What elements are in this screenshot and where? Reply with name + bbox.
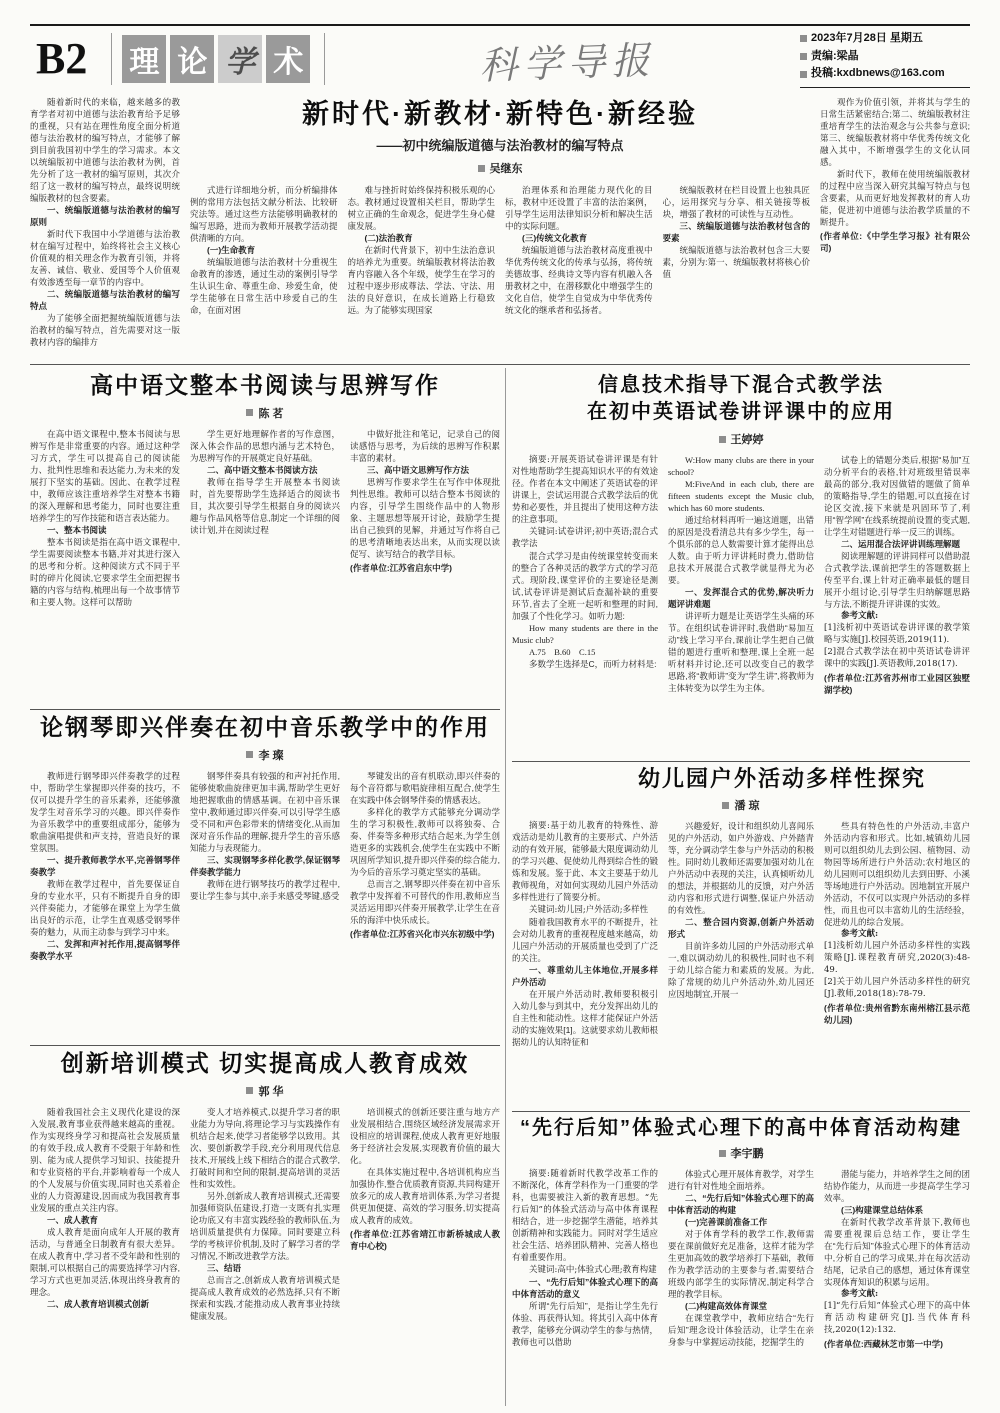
article-column — [668, 820, 814, 1107]
body-paragraph: 随着新时代的来临，越来越多的教育学者对初中道德与法治教育给予足够的重视，只有站在理性角度全面分析道德与法治教材的编写特点，才能够了解到目前我国初中学生的学习需求。本文以统编版初中道德与法治教材为例，首先分析了这一教材的编写原则，其次介绍了这一教材的编写特点，最终说明统编版教材的包含要素。 — [30, 97, 180, 203]
article-column — [350, 770, 500, 1041]
section-heading: 二、成人教育培训模式创新 — [47, 1298, 150, 1309]
article-title: “先行后知”体验式心理下的高中体育活动构建 — [520, 1117, 962, 1139]
body-paragraph: 多样化的教学方式能够充分调动学生的学习积极性,教师可以将独奏、合奏、伴奏等多种形式结合起来,为学生创造更多的实践机会,使学生在实践中不断巩固所学知识,提升即兴伴奏的综合能力,为今后的音乐学习奠定坚实的基础。 — [350, 806, 500, 877]
body-paragraph: 另外,创新成人教育培训模式,还需要加强师资队伍建设,打造一支既有扎实理论功底又有丰富实践经验的教师队伍,为培训质量提供有力保障。同时要建立科学的考核评价机制,及时了解学习者的学习情况,不断改进教学方法。 — [190, 1190, 340, 1261]
body-paragraph: 兴趣爱好，设计和组织幼儿喜闻乐见的户外活动，如户外游戏、户外踏青等，充分调动学生参与户外活动的积极性。同时幼儿教师还需要加强对幼儿在户外活动中表现的关注，认真倾听幼儿的想法，并根据幼儿的反馈，对户外活动内容和形式进行调整,保证户外活动的有效性。 — [668, 821, 814, 916]
section-char-box: 学 — [218, 35, 262, 83]
abstract-text: 关键词:高中;体验式心理;教育构建 — [529, 1265, 657, 1275]
body-paragraph: 统编版道德与法治教材高度重视中华优秀传统文化的传承与弘扬，将传统美德故事、经典诗文等内容有机融入各册教材之中，在潜移默化中增强学生的文化自信，使学生自觉成为中华优秀传统文化的继承者和弘扬者。 — [505, 245, 653, 316]
body-paragraph: 随着我国社会主义现代化建设的深入发展,教育事业获得越来越高的重视。作为实现终身学习和提高社会发展质量的有效手段,成人教育不受限于年龄和性别、能为成人提供学习知识、技能提升和专业资格的平台,并影响着每一个成人的个人发展与价值实现,同时也关系着企业的人力资源建设,因而成为我国教育事业发展的重点关注内容。 — [30, 1106, 180, 1213]
edition-number: B2 — [36, 34, 88, 83]
abstract-text: 摘要:开展英语试卷讲评课是有针对性地帮助学生提高知识水平的有效途径。作者在本文中阐述了英语试卷的评讲课上，尝试运用混合式教学法后的优势和必要性，并且提出了使用这种方法的注意事项。 — [512, 455, 658, 525]
section-heading: 三、高中语文思辨写作方法 — [367, 464, 470, 475]
body-paragraph: 教师在进行钢琴技巧的教学过程中,要让学生参与其中,亲手来感受琴键,感受 — [190, 878, 340, 901]
article-title-block — [190, 96, 810, 184]
submission-email: 投稿:kxdbnews@163.com — [811, 67, 945, 80]
section-heading: 一、“先行后知”体验式心理下的高中体育活动的意义 — [512, 1277, 658, 1299]
body-paragraph: 试卷上的错题分类后,根据“易加”互动分析平台的表格,针对班级里错误率最高的部分,我对因做错的题做了简单的策略指导,学生的错题,可以直接在讨论区交流,接下来就是巩固环节了,利用“智学网”在线系统提前设置的变式题,让学生对错题进行举一反三的训练。 — [824, 455, 970, 537]
byline-square-icon — [719, 436, 726, 443]
section-heading: 三、统编版道德与法治教材包含的要素 — [662, 221, 810, 244]
article-title: 幼儿园户外活动多样性探究 — [638, 766, 927, 791]
article-column — [190, 1106, 340, 1406]
section-heading: (一)生命教育 — [207, 245, 256, 256]
section-char-box: 论 — [170, 35, 214, 83]
article-title: 创新培训模式 切实提高成人教育成效 — [60, 1050, 470, 1076]
article-experiential-pe-activities — [512, 1116, 970, 1408]
body-paragraph: 在新时代背景下，初中生法治意识的培养尤为重要。统编版教材将法治教育内容融入各个年级，使学生在学习的过程中逐步形成尊法、学法、守法、用法的良好意识，在成长道路上行稳致远。为了能够实现国家 — [347, 245, 495, 316]
author-name: 潘 琼 — [734, 800, 760, 813]
article-title: 高中语文整本书阅读与思辨写作 — [90, 372, 440, 398]
byline — [512, 1145, 970, 1161]
abstract-text: 摘要:基于幼儿教育的特殊性、游戏活动是幼儿教育的主要形式、户外活动的有效开展，能够最大限度调动幼儿的学习兴趣、促使幼儿得到综合性的锻炼和发展。鉴于此、本文主要基于幼儿教师视角，对如何实现幼儿园户外活动多样性进行了简要分析。 — [512, 821, 658, 904]
body-paragraph: 在高中语文课程中,整本书阅读与思辨写作是非常重要的内容。通过这种学习方式，学生可以提高自己的阅读能力、批判性思维和表达能力,为未来的发展打下坚实的基础。因此、在教学过程中，教师应该注重培养学生对整本书籍的深入理解和思考能力，同时也要注重培养学生的写作技能和语言表达能力。 — [30, 428, 180, 523]
author-name: 王婷婷 — [730, 434, 764, 446]
article-columns — [30, 770, 500, 1041]
section-heading: 二、整合园内资源,创新户外活动形式 — [668, 917, 814, 940]
article-columns — [512, 1168, 970, 1408]
section-heading: (二)法治教育 — [364, 233, 413, 244]
author-name: 陈 茗 — [258, 407, 284, 420]
header-divider — [111, 33, 112, 85]
section-heading: (一)完善课前准备工作 — [685, 1217, 768, 1227]
section-heading: 二、运用混合法评讲训练理解题 — [841, 539, 961, 549]
body-paragraph: 统编版道德与法治教材十分重视生命教育的渗透，通过生动的案例引导学生认识生命、尊重生命、珍爱生命，使学生能够在日常生活中珍爱自己的生命，在面对困 — [190, 257, 338, 316]
byline — [30, 1083, 500, 1099]
section-char-box: 理 — [122, 35, 166, 83]
body-paragraph: 混合式学习是由传统课堂转变而来的整合了各种灵活的教学方式的学习范式。现阶段,课堂评价的主要途径是测试,试卷评讲是测试后查漏补缺的重要环节,省去了全班一起听和整理的时间,加强了个性化学习。如听力题: — [512, 551, 658, 621]
bullet-square-icon — [800, 35, 807, 42]
section-heading: 二、统编版道德与法治教材的编写特点 — [30, 289, 180, 311]
body-paragraph: 多数学生选择是C，而听力材料是: — [529, 659, 657, 669]
body-paragraph: 变人才培养模式,以提升学习者的职业能力为导向,将理论学习与实践操作有机结合起来,使学习者能够学以致用。其次、要创新教学手段,充分利用现代信息技术,开展线上线下相结合的混合式教学,打破时间和空间的限制,提高培训的灵活性和实效性。 — [190, 1106, 340, 1189]
article-new-era-textbooks — [30, 96, 970, 359]
section-heading: 三、结语 — [207, 1262, 242, 1273]
section-heading: 二、发挥和声衬托作用,提高钢琴伴奏教学水平 — [30, 938, 180, 961]
author-name: 李 璨 — [258, 749, 284, 762]
article-title: 新时代·新教材·新特色·新经验 — [302, 99, 698, 129]
byline — [30, 747, 500, 763]
horizontal-rule — [30, 709, 500, 710]
reference-entry: [2]混合式教学法在初中英语试卷讲评课中的实践[J].英语教师,2018(17). — [824, 647, 970, 669]
bullet-square-icon — [800, 71, 807, 78]
article-columns — [512, 454, 970, 757]
english-text: M:FiveAnd in each club, there are fifteen students except the Music club, which has 60 more students. — [668, 479, 814, 513]
article-column — [30, 96, 180, 359]
horizontal-rule — [30, 364, 970, 365]
article-adult-education-training — [30, 1050, 500, 1406]
byline-square-icon — [246, 751, 253, 758]
body-paragraph: 教师在教学过程中，首先要保证自身的专业水平，只有不断提升自身的即兴伴奏能力，才能够在课堂上为学生做出良好的示范，让学生直观感受钢琴伴奏的魅力，从而主动参与到学习中来。 — [30, 878, 180, 937]
article-columns — [30, 96, 180, 359]
byline — [512, 431, 970, 447]
header-top-rule — [30, 24, 970, 26]
article-column — [824, 820, 970, 1107]
english-text: W:How many clubs are there in your school? — [668, 455, 814, 477]
byline — [30, 405, 500, 421]
section-heading: (三)构建课堂总结体系 — [841, 1205, 924, 1215]
byline-square-icon — [246, 1087, 253, 1094]
page-header — [30, 30, 970, 88]
body-paragraph: 培训模式的创新还要注重与地方产业发展相结合,围绕区域经济发展需求开设相应的培训课程,使成人教育更好地服务于经济社会发展,实现教育价值的最大化。 — [350, 1106, 500, 1165]
body-paragraph: 式进行详细地分析，而分析编排体例的常用方法包括文献分析法、比较研究法等。通过这些方法能够明确教材的编写思路，进而为教师开展教学活动提供清晰的方向。 — [190, 185, 338, 244]
byline — [190, 160, 810, 176]
article-column — [190, 184, 338, 359]
reference-entry: [1]浅析初中英语试卷讲评课的教学策略与实施[J].校园英语,2019(11). — [824, 623, 970, 645]
section-heading: (三)传统文化教育 — [522, 233, 588, 244]
body-paragraph: 所谓“先行后知”，是指让学生先行体验、再获得认知。将其引入高中体育教学，能够充分调动学生的参与热情，教师也可以借助 — [512, 1301, 658, 1347]
article-columns — [820, 96, 970, 359]
article-title-line2: 在初中英语试卷讲评课中的应用 — [587, 401, 895, 423]
horizontal-rule — [512, 1111, 970, 1112]
article-columns — [512, 820, 970, 1107]
vertical-rule — [505, 368, 506, 1406]
horizontal-rule — [512, 761, 970, 762]
body-paragraph: 阅读理解题的评讲同样可以借助混合式教学法,课前把学生的答题数据上传至平台,课上针对正确率最低的题目展开小组讨论,引导学生归纳解题思路与方法,不断提升评讲课的实效。 — [824, 551, 970, 609]
article-column — [824, 454, 970, 757]
byline — [512, 797, 970, 813]
body-paragraph: 钢琴伴奏具有较强的和声衬托作用,能够使歌曲旋律更加丰满,帮助学生更好地把握歌曲的情感基调。在初中音乐课堂中,教师通过即兴伴奏,可以引导学生感受不同和声色彩带来的情绪变化,从而加深对音乐作品的理解,提升学生的音乐感知能力与表现能力。 — [190, 770, 340, 853]
body-paragraph: 学生更好地理解作者的写作意图，深入体会作品的思想内涵与艺术特色，为思辨写作的开展奠定良好基础。 — [190, 428, 340, 463]
editor-row — [800, 48, 970, 66]
section-heading: 一、整本书阅读 — [47, 524, 107, 535]
article-columns — [30, 1106, 500, 1406]
issue-date: 2023年7月28日 星期五 — [811, 32, 923, 45]
body-paragraph: 目前许多幼儿园的户外活动形式单一,难以调动幼儿的积极性,同时也不利于幼儿综合能力和素质的发展。为此,除了常规的幼儿户外活动外,幼儿园还应因地制宜,开展一 — [668, 941, 814, 1000]
section-heading: 一、统编版道德与法治教材的编写原则 — [30, 205, 180, 227]
reference-entry: [2]关于幼儿园户外活动多样性的研究[J].教师,2018(18):78-79. — [824, 977, 970, 1000]
article-column — [350, 1106, 500, 1406]
article-kindergarten-outdoor-activities — [512, 766, 970, 1107]
editor-name: 责编:梁晶 — [811, 49, 859, 62]
abstract-text: 关键词:幼儿园;户外活动;多样性 — [529, 905, 649, 916]
article-title — [512, 372, 970, 426]
header-divider — [324, 33, 325, 85]
section-heading: 一、提升教师教学水平,完善钢琴伴奏教学 — [30, 854, 180, 877]
article-whole-book-reading — [30, 372, 500, 705]
article-column — [820, 96, 970, 359]
body-paragraph: 成人教育是面向成年人开展的教育活动，与普通全日制教育有很大差异。在成人教育中,学习者不受年龄和性别的限制,可以根据自己的需要选择学习内容,学习方式也更加灵活,体现出终身教育的理念。 — [30, 1226, 180, 1297]
article-column — [824, 1168, 970, 1408]
reference-entry: 参考文献: — [841, 1289, 879, 1299]
article-column — [512, 1168, 658, 1408]
article-column — [505, 184, 653, 359]
issue-info — [800, 30, 970, 88]
body-paragraph: 在新时代教学改革背景下,教师也需要重视课后总结工作，要让学生在“先行后知”体验式心理下的体育活动中,分析自己的学习成果,并在每次活动结尾，记录自己的感想，通过体育课堂实现体育知识的积累与运用。 — [824, 1217, 970, 1287]
body-paragraph: 观作为价值引领，并将其与学生的日常生活紧密结合;第二、统编版教材注重培育学生的法治观念与公共参与意识;第三、统编版教材将中华优秀传统文化融入其中，不断增强学生的文化认同感。 — [820, 97, 970, 167]
section-heading: 二、高中语文整本书阅读方法 — [207, 464, 318, 475]
body-paragraph: 潜能与能力，并培养学生之间的团结协作能力，从而进一步提高学生学习效率。 — [824, 1169, 970, 1203]
byline-square-icon — [719, 1150, 726, 1157]
byline-square-icon — [722, 802, 729, 809]
section-heading: 三、实现钢琴多样化教学,保证钢琴伴奏教学能力 — [190, 854, 340, 877]
author-affiliation: (作者单位:江苏省靖江市新桥城成人教育中心校) — [350, 1228, 500, 1251]
reference-entry: 参考文献: — [841, 611, 879, 621]
horizontal-rule — [30, 1045, 500, 1046]
article-column — [668, 454, 814, 757]
body-paragraph: 治理体系和治理能力现代化的目标，教材中还设置了丰富的法治案例，引导学生运用法律知识分析和解决生活中的实际问题。 — [505, 185, 653, 232]
article-columns — [30, 428, 500, 705]
author-affiliation: (作者单位:江苏省启东中学) — [350, 562, 452, 573]
body-paragraph: 为了能够全面把握统编版道德与法治教材的编写特点，首先需要对这一版教材内容的编排方 — [30, 313, 180, 347]
author-affiliation: (作者单位:江苏省兴化市兴东初级中学) — [350, 928, 495, 939]
article-column — [30, 770, 180, 1041]
section-heading: 一、尊重幼儿主体地位,开展多样户外活动 — [512, 965, 658, 988]
body-paragraph: 讲评听力题是让英语学生头痛的环节。在组织试卷讲评时,我借助“易加互动”线上学习平台,课前让学生把自己做错的题进行重听和整理,课上全班一起听材料并讨论,还可以改变自己的教学思路,将“教师讲”变为“学生讲”,将教师为主体转变为以学生为主体。 — [668, 611, 814, 693]
body-paragraph: 体验式心理开展体育教学，对学生进行有针对性地全面培养。 — [668, 1169, 814, 1191]
article-subtitle: ——初中统编版道德与法治教材的编写特点 — [376, 138, 624, 154]
masthead-logo: 科学导报 — [479, 37, 657, 88]
byline-square-icon — [478, 165, 485, 172]
section-heading: 二、“先行后知”体验式心理下的高中体育活动的构建 — [668, 1193, 814, 1215]
article-column — [668, 1168, 814, 1408]
section-heading: 一、成人教育 — [47, 1214, 99, 1225]
body-paragraph: 总而言之,钢琴即兴伴奏在初中音乐教学中发挥着不可替代的作用,教师应当灵活运用即兴伴奏开展教学,让学生在音乐的海洋中快乐成长。 — [350, 878, 500, 925]
article-column — [512, 454, 658, 757]
article-column — [348, 184, 496, 359]
body-paragraph: 中做好批注和笔记，记录自己的阅读感悟与思考，为后续的思辨写作积累丰富的素材。 — [350, 428, 500, 463]
article-column — [350, 428, 500, 705]
body-paragraph: 思辨写作要求学生在写作中体现批判性思维。教师可以结合整本书阅读的内容，引导学生围绕作品中的人物形象、主题思想等展开讨论，鼓励学生提出自己独到的见解，并通过写作将自己的思考清晰地表达出来，从而实现以读促写、读写结合的教学目标。 — [350, 476, 500, 559]
body-paragraph: 教师在指导学生开展整本书阅读时，首先要帮助学生选择适合的阅读书目，其次要引导学生根据自身的阅读兴趣与作品风格等信息,制定一个详细的阅读计划,并在阅读过程 — [190, 476, 340, 535]
article-piano-improvised-accompaniment — [30, 714, 500, 1041]
article-column — [190, 428, 340, 705]
body-paragraph: 通过给材料再听一遍这道题，出错的原因是没看清总共有多少学生，每一个俱乐部的总人数需要计算才能得出总人数。由于听力评讲耗时费力,借助信息技术开展混合式教学就显得尤为必要。 — [668, 515, 814, 585]
body-paragraph: 琴键发出的音有机联动,即兴伴奏的每个音符都与歌唱旋律相互配合,使学生在实践中体会钢琴伴奏的情感表达。 — [350, 770, 500, 805]
body-paragraph: 些具有特色性的户外活动,丰富户外活动内容和形式。比如,城镇幼儿园则可以组织幼儿去到公园、植物园、动物园等场所进行户外活动;农村地区的幼儿园则可以组织幼儿去到田野、小溪等场地进行户外活动。因地制宜开展户外活动，不仅可以实现户外活动的多样性，而且也可以丰富幼儿的生活经验，促进幼儿的综合发展。 — [824, 821, 970, 928]
byline-square-icon — [246, 409, 253, 416]
body-paragraph: 在课堂教学中，教师应结合“先行后知”理念设计体验活动，让学生在亲身参与中掌握运动技能，挖掘学生的 — [668, 1313, 814, 1347]
author-affiliation: (作者单位:西藏林芝市第一中学) — [824, 1339, 943, 1349]
body-paragraph: 总而言之,创新成人教育培训模式是提高成人教育成效的必然选择,只有不断探索和实践,才能推动成人教育事业持续健康发展。 — [190, 1274, 340, 1321]
body-paragraph: 新时代下我国中小学道德与法治教材在编写过程中，始终将社会主义核心价值观的相关理念作为教育引领，并将友善、诚信、敬业、爱国等个人价值观有效渗透至每一章节的内容中。 — [30, 229, 180, 287]
article-columns — [190, 184, 810, 359]
reference-entry: [1]浅析幼儿园户外活动多样性的实践策略[J].课程教育研究,2020(3):48-49. — [824, 941, 970, 976]
article-blended-teaching-english — [512, 372, 970, 757]
author-affiliation: (作者单位:江苏省苏州市工业园区独墅湖学校) — [824, 673, 970, 695]
article-column — [663, 184, 811, 359]
section-char-box: 术 — [266, 35, 310, 83]
body-paragraph: 对于体育学科的教学工作,教师需要在课前做好充足准备，这样才能为学生更加高效的教学培养打下基础，教师作为教学活动的主要参与者,需要结合班级内部学生的实际情况,制定科学合理的教学目标。 — [668, 1229, 814, 1299]
body-paragraph: 教师进行钢琴即兴伴奏教学的过程中，帮助学生掌握即兴伴奏的技巧，不仅可以提升学生的音乐素养，还能够激发学生对音乐学习的兴趣。即兴伴奏作为音乐教学中的重要组成部分，能够为歌曲演唱提供和声支持，营造良好的课堂氛围。 — [30, 770, 180, 853]
author-name: 李宇鹏 — [730, 1148, 764, 1160]
issue-date-row — [800, 30, 970, 48]
contact-row — [800, 65, 970, 83]
reference-entry: [1]“先行后知”体验式心理下的高中体育活动构建研究[J].当代体育科技,2020(12):132. — [824, 1301, 970, 1335]
article-title-line1: 信息技术指导下混合式教学法 — [598, 374, 884, 396]
body-paragraph: 统编版道德与法治教材包含三大要素，分别为:第一、统编版教材将核心价值 — [662, 245, 810, 280]
section-heading: (二)构建高效体育课堂 — [685, 1301, 768, 1311]
body-paragraph: 在开展户外活动时,教师要积极引入幼儿参与到其中，充分发挥出幼儿的自主性和能动性。这样才能保证户外活动的实施效果[1]。这就要求幼儿教师根据幼儿的认知特征和 — [512, 989, 658, 1048]
body-paragraph: 统编版教材在栏目设置上也独具匠心，运用探究与分享、相关链接等板块，增强了教材的可读性与互动性。 — [662, 185, 810, 220]
section-heading: 一、发挥混合式的优势,解决听力题评讲难题 — [668, 587, 814, 609]
author-name: 郭 华 — [258, 1085, 284, 1098]
article-column — [512, 820, 658, 1107]
article-title: 论钢琴即兴伴奏在初中音乐教学中的作用 — [40, 714, 490, 740]
body-paragraph: 整本书阅读是指在高中语文课程中,学生需要阅读整本书籍,并对其进行深入的思考和分析。这种阅读方式不同于平时的碎片化阅读,它要求学生全面把握书籍的内容与结构,梳理出每一个故事情节和主要人物。这样可以帮助 — [30, 536, 180, 607]
author-name: 吴继东 — [489, 163, 523, 176]
body-paragraph: 新时代下，教师在使用统编版教材的过程中应当深入研究其编写特点与包含要素，从而更好地发挥教材的育人功能，促进初中道德与法治教学质量的不断提升。 — [820, 169, 970, 227]
author-affiliation: (作者单位:《中学生学习报》社有限公司) — [820, 231, 970, 253]
author-affiliation: (作者单位:贵州省黔东南州榕江县示范幼儿园) — [824, 1003, 970, 1026]
article-column — [30, 428, 180, 705]
body-paragraph: 难与挫折时始终保持积极乐观的心态。教材通过设置相关栏目，帮助学生树立正确的生命观念，促进学生身心健康发展。 — [347, 185, 495, 232]
article-column — [190, 770, 340, 1041]
body-paragraph: 在具体实施过程中,各培训机构应当加强协作,整合优质教育资源,共同构建开放多元的成人教育培训体系,为学习者提供更加便捷、高效的学习服务,切实提高成人教育的成效。 — [350, 1166, 500, 1225]
abstract-text: 摘要:随着新时代教学改革工作的不断深化，体育学科作为一门重要的学科，也需要被注入新的教育思想。“先行后知”的体验式活动与高中体育课程相结合，进一步挖掘学生潜能，培养其创新精神和实践能力。同时对学生适应社会生活、培养团队精神、完善人格也有着重要作用。 — [512, 1169, 658, 1263]
article-column — [30, 1106, 180, 1406]
abstract-text: 关键词:试卷讲评;初中英语;混合式教学法 — [512, 527, 658, 549]
english-text: How many students are there in the Music club? — [512, 623, 658, 645]
body-paragraph: 随着我国教育水平的不断提升，社会对幼儿教育的重视程度越来越高，幼儿园户外活动的开展质量也受到了广泛的关注。 — [512, 917, 658, 964]
reference-entry: 参考文献: — [841, 929, 879, 940]
english-text: A.75 B.60 C.15 — [529, 647, 596, 657]
bullet-square-icon — [800, 53, 807, 60]
